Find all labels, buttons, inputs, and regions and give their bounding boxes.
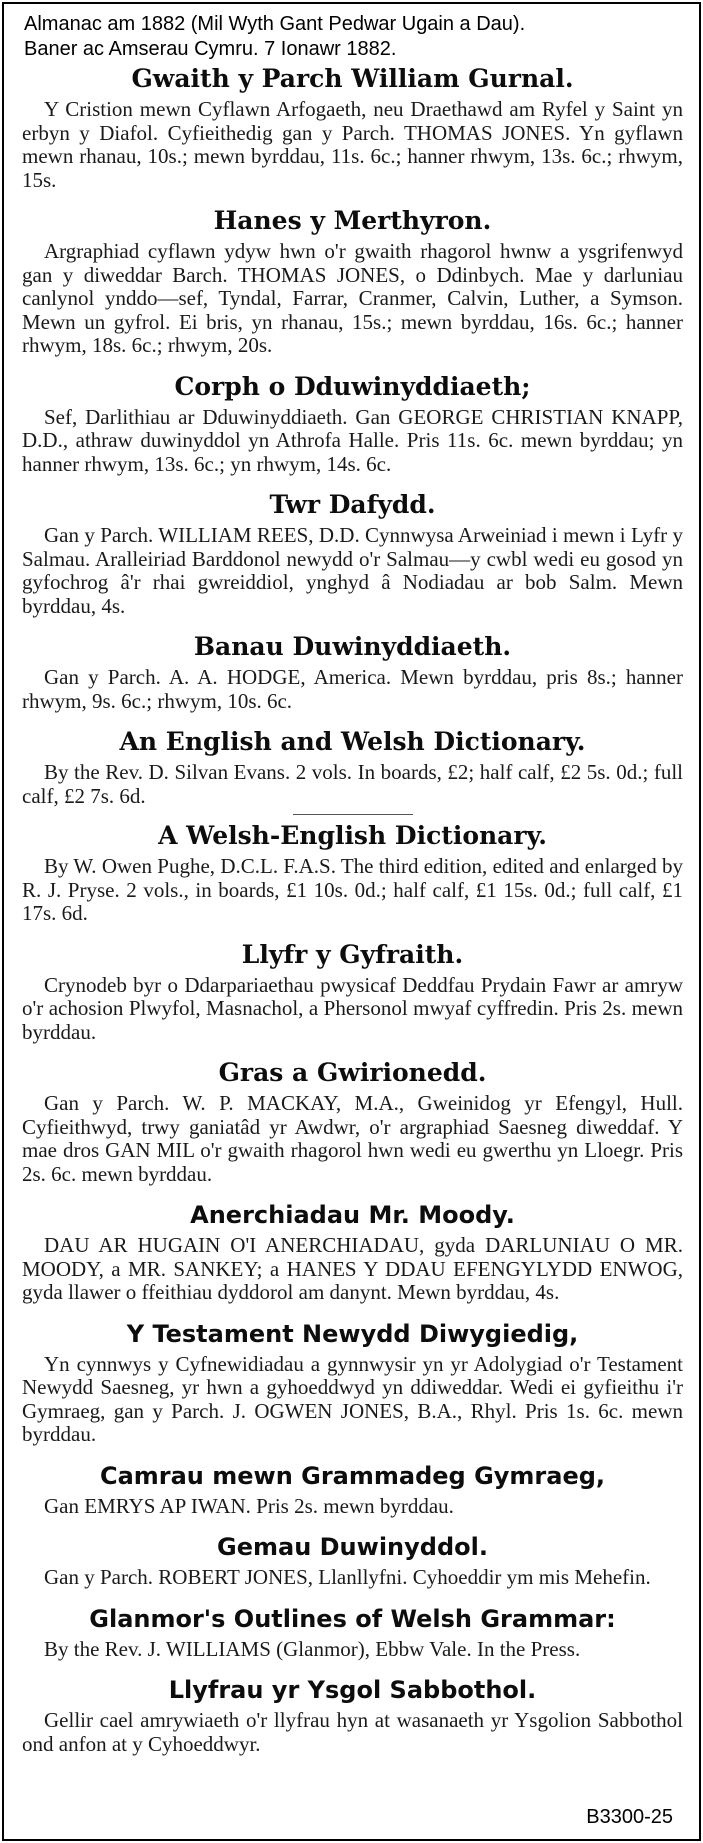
ad-title: Corph o Dduwinyddiaeth; bbox=[174, 371, 531, 401]
ad-title: Anerchiadau Mr. Moody. bbox=[190, 1201, 515, 1229]
ad-testament-newydd bbox=[22, 1319, 683, 1447]
ad-gurnal bbox=[22, 64, 683, 192]
divider-rule bbox=[293, 814, 413, 815]
ad-body: By the Rev. D. Silvan Evans. 2 vols. In boards, £2; half calf, £2 5s. 0d.; full calf, £2 7s. 6d. bbox=[22, 760, 683, 808]
ad-body: By the Rev. J. WILLIAMS (Glanmor), Ebbw Vale. In the Press. bbox=[44, 1636, 581, 1661]
ad-twr-dafydd bbox=[22, 490, 683, 618]
ad-title: Camrau mewn Grammadeg Gymraeg, bbox=[99, 1461, 606, 1490]
ad-title: Gwaith y Parch William Gurnal. bbox=[131, 64, 574, 93]
ad-camrau-grammadeg bbox=[22, 1461, 683, 1519]
ad-title: Gras a Gwirionedd. bbox=[218, 1058, 487, 1087]
ad-title: Twr Dafydd. bbox=[269, 490, 436, 519]
caption-line-1: Almanac am 1882 (Mil Wyth Gant Pedwar Ugain a Dau). bbox=[24, 13, 526, 35]
ad-body: Crynodeb byr o Ddarpariaethau pwysicaf Deddfau Prydain Fawr ar amryw o'r achosion Plwyfol, Masnachol, a Phersonol mwyaf cyffredin. Pris 2s. mewn byrddau. bbox=[22, 972, 683, 1044]
ad-body: By W. Owen Pughe, D.C.L. F.A.S. The third edition, edited and enlarged by R. J. Pryse. 2 vols., in boards, £1 10s. 0d.; half calf, £1 15s. 0d.; full calf, £1 17s. 6d. bbox=[22, 854, 683, 925]
ad-body: Gan y Parch. ROBERT JONES, Llanllyfni. Cyhoeddir ym mis Mehefin. bbox=[44, 1565, 651, 1589]
archive-reference: B3300-25 bbox=[586, 1806, 673, 1828]
ad-body: Gan y Parch. WILLIAM REES, D.D. Cynnwysa Arweiniad i mewn i Lyfr y Salmau. Aralleiriad Barddonol newydd o'r Salmau—y cwbl wedi eu gosod yn gyfochrog â'r rhai gwreiddiol, ynghyd â Nodiadau ar bob Salm. Mewn byrddau, 4s. bbox=[22, 523, 683, 618]
ad-title: Llyfrau yr Ysgol Sabbothol. bbox=[168, 1676, 537, 1704]
ad-body: Gan EMRYS AP IWAN. Pris 2s. mewn byrddau. bbox=[44, 1493, 454, 1518]
ad-llyfr-y-gyfraith bbox=[22, 940, 683, 1045]
ad-merthyron bbox=[22, 206, 683, 358]
ad-title: Banau Duwinyddiaeth. bbox=[193, 632, 512, 661]
ad-moody bbox=[22, 1200, 683, 1305]
ad-welsh-english-dictionary bbox=[22, 821, 683, 926]
ad-body: Gan y Parch. W. P. MACKAY, M.A., Gweinidog yr Efengyl, Hull. Cyfieithwyd, trwy ganiatâd yr Awdwr, o'r argraphiad Saesneg diweddaf. Y mae dros GAN MIL o'r gwaith rhagorol hwn wedi eu gwerthu yn Lloegr. Pris 2s. 6c. mewn byrddau. bbox=[22, 1091, 683, 1186]
ad-glanmor-grammar bbox=[22, 1604, 683, 1662]
ad-corph bbox=[22, 372, 683, 477]
ad-body: Gellir cael amrywiaeth o'r llyfrau hyn at wasanaeth yr Ysgolion Sabbothol ond anfon at y Cyhoeddwyr. bbox=[22, 1708, 683, 1756]
ad-title: Gemau Duwinyddol. bbox=[217, 1533, 488, 1561]
ad-body: Sef, Darlithiau ar Dduwinyddiaeth. Gan GEORGE CHRISTIAN KNAPP, D.D., athraw duwinyddol yn Athrofa Halle. Pris 11s. 6c. mewn byrddau; yn hanner rhwym, 13s. 6c.; yn rhwym, 14s. 6c. bbox=[22, 404, 683, 476]
caption bbox=[24, 12, 525, 62]
ad-body: Argraphiad cyflawn ydyw hwn o'r gwaith rhagorol hwnw a ysgrifenwyd gan y diweddar Barch. THOMAS JONES, o Ddinbych. Mae y darluniau canlynol ynddo—sef, Tyndal, Farrar, Cranmer, Calvin, Luther, a Symson. Mewn un gyfrol. Ei bris, yn rhanau, 15s.; mewn byrddau, 16s. 6c.; hanner rhwym, 18s. 6c.; rhwym, 20s. bbox=[22, 239, 683, 357]
ad-title: An English and Welsh Dictionary. bbox=[119, 727, 586, 756]
advertisement-list bbox=[22, 64, 683, 1756]
ad-body: Gan y Parch. A. A. HODGE, America. Mewn byrddau, pris 8s.; hanner rhwym, 9s. 6c.; rhwym, 10s. 6c. bbox=[22, 665, 683, 713]
ad-title: Y Testament Newydd Diwygiedig, bbox=[126, 1319, 579, 1348]
ad-gemau-duwinyddol bbox=[22, 1532, 683, 1590]
ad-english-welsh-dictionary bbox=[22, 727, 683, 815]
ad-banau bbox=[22, 632, 683, 713]
ad-llyfrau-ysgol-sabbothol bbox=[22, 1675, 683, 1756]
ad-body: Yn cynnwys y Cyfnewidiadau a gynnwysir yn yr Adolygiad o'r Testament Newydd Saesneg, yr hwn a gyhoeddwyd yn ddiweddar. Wedi ei gyfieithu i'r Gymraeg, gan y Parch. J. OGWEN JONES, B.A., Rhyl. Pris 1s. 6c. mewn byrddau. bbox=[22, 1351, 683, 1446]
ad-body: Y Cristion mewn Cyflawn Arfogaeth, neu Draethawd am Ryfel y Saint yn erbyn y Diafol. Cyfieithedig gan y Parch. THOMAS JONES. Yn gyflawn mewn rhanau, 10s.; mewn byrddau, 11s. 6c.; hanner rhwym, 13s. 6c.; rhwym, 15s. bbox=[22, 97, 683, 192]
caption-line-2: Baner ac Amserau Cymru. 7 Ionawr 1882. bbox=[24, 38, 397, 60]
ad-title: A Welsh-English Dictionary. bbox=[158, 821, 547, 850]
ad-title: Llyfr y Gyfraith. bbox=[241, 939, 464, 969]
ad-gras-a-gwirionedd bbox=[22, 1058, 683, 1186]
ad-body: DAU AR HUGAIN O'I ANERCHIADAU, gyda DARLUNIAU O MR. MOODY, a MR. SANKEY; a HANES Y DDAU EFENGYLYDD ENWOG, gyda llawer o ffeithiau dyddorol am danynt. Mewn byrddau, 4s. bbox=[22, 1233, 683, 1304]
ad-title: Glanmor's Outlines of Welsh Grammar: bbox=[89, 1604, 616, 1633]
ad-title: Hanes y Merthyron. bbox=[213, 206, 492, 235]
